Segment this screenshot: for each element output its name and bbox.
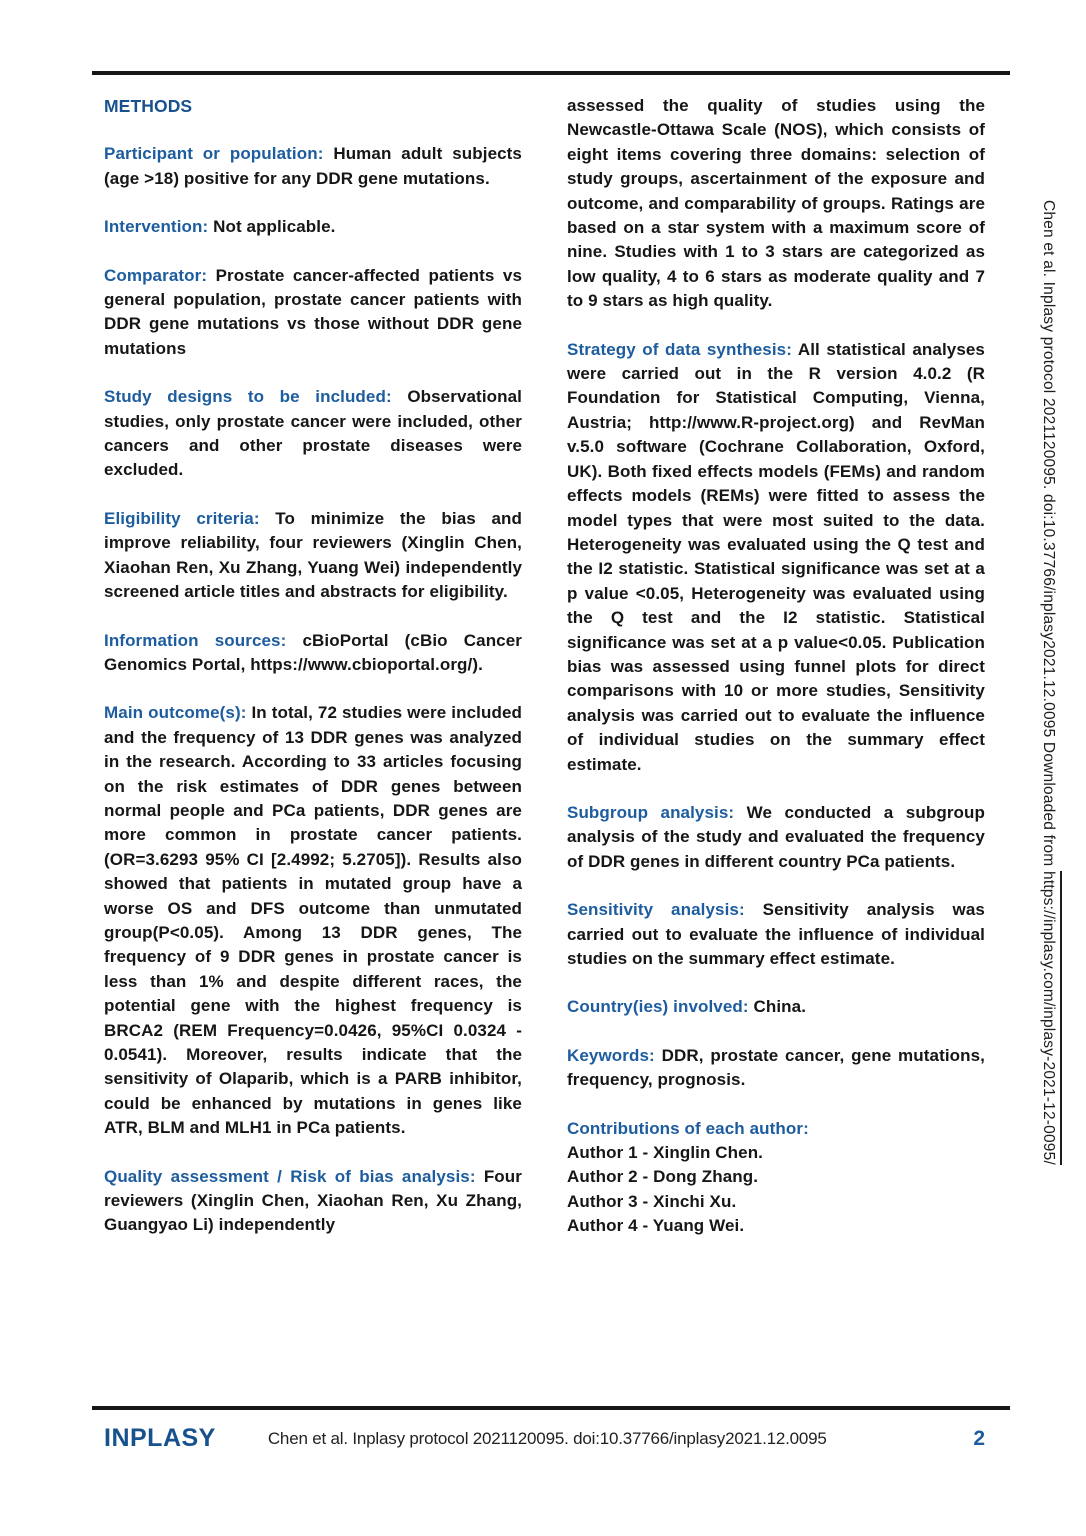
section-label: Main outcome(s): [104,703,252,723]
section-label: Keywords: [567,1045,662,1065]
paragraph-text: cBioPortal (cBio Cancer Genomics Portal, https://www.cbioportal.org/). [104,630,522,674]
section-label: Comparator: [104,265,216,285]
paragraph [104,507,522,605]
paragraph [567,801,985,874]
paragraph [567,898,985,971]
section-label: Quality assessment / Risk of bias analysis: [104,1166,484,1186]
section-label: Study designs to be included: [104,387,408,407]
margin-citation-link[interactable]: https://inplasy.com/inplasy-2021-12-0095/ [1040,871,1062,1165]
inplasy-logo: INPLASY [104,1424,216,1452]
paragraph [104,1165,522,1238]
paragraph-text: assessed the quality of studies using the Newcastle-Ottawa Scale (NOS), which consists of eight items covering three domains: selection of study groups, ascertainment of the exposure and outcome, and comparability of groups. Ratings are based on a star system with a maximum score of nine. Studies with 1 to 3 stars are categorized as low quality, 4 to 6 stars as moderate quality and 7 to 9 stars as high quality. [567,96,985,311]
paragraph-text: Observational studies, only prostate cancer were included, other cancers and other prostate diseases were excluded. [104,387,522,480]
section-label: Information sources: [104,630,303,650]
paragraph [104,264,522,362]
section-label: Participant or population: [104,144,334,164]
paragraph-text: We conducted a subgroup analysis of the study and evaluated the frequency of DDR genes in different country PCa patients. [567,802,985,871]
page-footer [104,1424,985,1453]
paragraph [104,701,522,1140]
vertical-margin-citation [1038,200,1058,1480]
left-column [104,94,522,1239]
section-label: Eligibility criteria: [104,508,276,528]
author-line: Author 4 - Yuang Wei. [567,1216,745,1236]
section-label: Intervention: [104,217,214,237]
paragraph-text: All statistical analyses were carried out in the R version 4.0.2 (R Foundation for Statistical Computing, Vienna, Austria; http://www.R-project.org) and RevMan v.5.0 software (Cochrane Collaboration, Oxford, UK). Both fixed effects models (FEMs) and random effects models (REMs) were fitted to assess the model types that were most suited to the data. Heterogeneity was evaluated using the Q test and the I2 statistic. Statistical significance was set at a p value <0.05, Heterogeneity was evaluated using the Q test and the I2 statistic. Statistical significance was set at a p value<0.05. Publication bias was assessed using funnel plots for direct comparisons with 10 or more studies, Sensitivity analysis was carried out to evaluate the influence of individual studies on the summary effect estimate. [567,339,985,774]
footer-citation: Chen et al. Inplasy protocol 2021120095. doi:10.37766/inplasy2021.12.0095 [267,1428,827,1448]
paragraph-text: In total, 72 studies were included and the frequency of 13 DDR genes was analyzed in the research. According to 33 articles focusing on the risk estimates of DDR genes between normal people and PCa patients, DDR genes are more common in prostate cancer patients. (OR=3.6293 95% CI [2.4992; 5.2705]). Results also showed that patients in mutated group have a worse OS and DFS outcome than unmutated group(P<0.05). Among 13 DDR genes, The frequency of 9 DDR genes in prostate cancer is less than 1% and despite different races, the potential gene with the highest frequency is BRCA2 (REM Frequency=0.0426, 95%CI 0.0324 - 0.0541). Moreover, results indicate that the sensitivity of Olaparib, which is a PARB inhibitor, could be enhanced by mutations in genes like ATR, BLM and MLH1 in PCa patients. [104,703,522,1138]
author-line: Author 2 - Dong Zhang. [567,1167,759,1187]
two-column-body [104,94,985,1239]
section-label: Strategy of data synthesis: [567,339,798,359]
margin-citation-text: Chen et al. Inplasy protocol 2021120095. doi:10.37766/inplasy2021.12.0095 Downloaded from [1040,200,1057,871]
paragraph [567,94,985,314]
section-label: Sensitivity analysis: [567,900,763,920]
paragraph-text: DDR, prostate cancer, gene mutations, frequency, prognosis. [567,1045,985,1090]
paragraph [567,995,985,1019]
author-line: Author 3 - Xinchi Xu. [567,1191,737,1211]
bottom-divider [92,1406,1010,1410]
author-contributions [567,1117,985,1239]
paragraph-text: Not applicable. [213,217,336,237]
author-line: Author 1 - Xinglin Chen. [567,1143,763,1163]
paragraph [104,215,522,239]
paragraph-text: To minimize the bias and improve reliability, four reviewers (Xinglin Chen, Xiaohan Ren, Xu Zhang, Yuang Wei) independently screened article titles and abstracts for eligibility. [104,508,523,602]
section-heading: METHODS [104,96,193,116]
paragraph [104,142,522,191]
right-column [567,94,985,1239]
paragraph [567,338,985,777]
paragraph-text: Prostate cancer-affected patients vs general population, prostate cancer patients with DDR gene mutations vs those without DDR gene mutations [104,265,522,358]
page-number: 2 [973,1426,985,1450]
top-divider [92,71,1010,75]
paragraph-text: Human adult subjects (age >18) positive for any DDR gene mutations. [104,144,522,188]
paragraph-text: China. [753,997,807,1017]
section-label: Country(ies) involved: [567,997,754,1017]
section-label: Subgroup analysis: [567,802,747,822]
paragraph-text: Four reviewers (Xinglin Chen, Xiaohan Ren, Xu Zhang, Guangyao Li) independently [104,1166,522,1235]
paragraph [567,1044,985,1093]
section-label: Contributions of each author: [567,1118,809,1138]
paragraph [104,629,522,678]
paragraph-text: Sensitivity analysis was carried out to evaluate the influence of individual studies on the summary effect estimate. [567,900,985,968]
paragraph [104,385,522,483]
